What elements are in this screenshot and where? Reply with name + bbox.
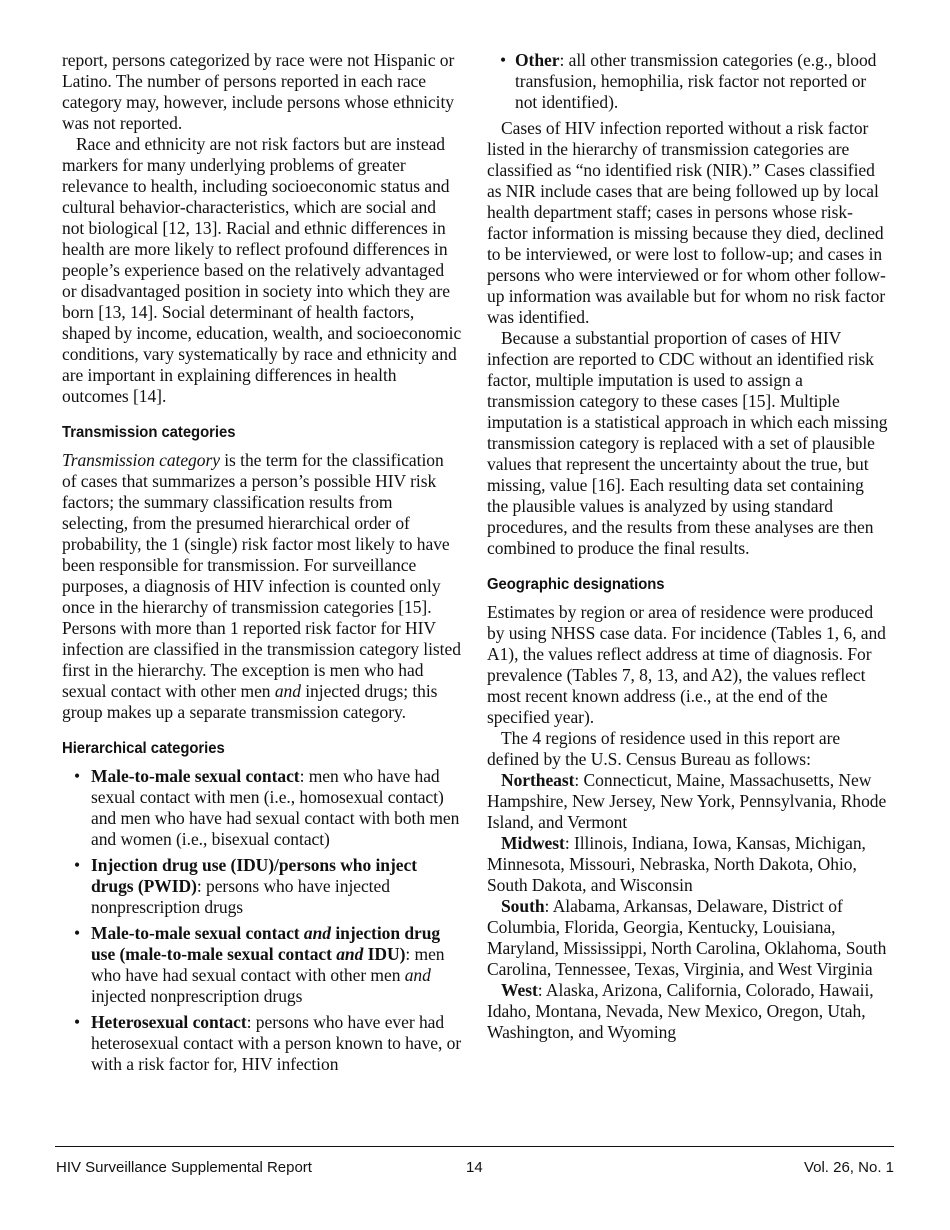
region-west: West: Alaska, Arizona, California, Colorado, Hawaii, Idaho, Montana, Nevada, New Mexico, Oregon, Utah, Washington, and Wyoming [487,980,874,1042]
paragraph-imputation: Because a substantial proportion of cases of HIV infection are reported to CDC without an identified risk factor, multiple imputation is used to assign a transmission category to these cases [15]. Multiple imputation is a statistical approach in which each missing transmission category is replaced with a set of plausible values that represent the uncertainty about the true, but missing, value [16]. Each resulting data set containing the plausible values is analyzed by using standard procedures, and the results from these analyses are then combined to produce the final results. [487,328,888,558]
list-item: • Male-to-male sexual contact: men who have had sexual contact with men (i.e., homosexual contact) and men who have had sexual contact with both men and women (i.e., bisexual contact) [62,766,462,850]
hierarchical-list-continued [487,50,889,113]
heading-hierarchical-categories: Hierarchical categories [62,740,225,757]
list-item: • Other: all other transmission categories (e.g., blood transfusion, hemophilia, risk factor not reported or not identified). [487,50,889,113]
list-item: • Heterosexual contact: persons who have ever had heterosexual contact with a person known to have, or with a risk factor for, HIV infection [62,1012,462,1075]
paragraph-region-estimates: Estimates by region or area of residence were produced by using NHSS case data. For incidence (Tables 1, 6, and A1), the values reflect address at time of diagnosis. For prevalence (Tables 7, 8, 13, and A2), the values reflect most recent known address (i.e., at the end of the specified year). [487,602,886,727]
heading-transmission-categories: Transmission categories [62,424,236,441]
heading-geographic-designations: Geographic designations [487,576,665,593]
paragraph-race-continued: report, persons categorized by race were not Hispanic or Latino. The number of persons reported in each race category may, however, include persons whose ethnicity was not reported. [62,50,455,133]
right-column [487,50,889,1043]
region-northeast: Northeast: Connecticut, Maine, Massachusetts, New Hampshire, New Jersey, New York, Pennsylvania, Rhode Island, and Vermont [487,770,887,832]
footer-report-title: HIV Surveillance Supplemental Report [56,1159,312,1176]
list-item: • Male-to-male sexual contact and injection drug use (male-to-male sexual contact and IDU): men who have had sexual contact with other men and injected nonprescription drugs [62,923,462,1007]
paragraph-nir: Cases of HIV infection reported without a risk factor listed in the hierarchy of transmission categories are classified as “no identified risk (NIR).” Cases classified as NIR include cases that are being followed up by local health department staff; cases in persons whose risk-factor information is missing because they died, declined to be interviewed, or were lost to follow-up; and cases in persons who were interviewed or for whom other follow-up information was available but for whom no risk factor was identified. [487,118,886,327]
footer-volume: Vol. 26, No. 1 [803,1159,894,1176]
term-transmission-category: Transmission category [62,450,220,470]
hierarchical-list [62,766,462,1075]
region-south: South: Alabama, Arkansas, Delaware, District of Columbia, Florida, Georgia, Kentucky, Louisiana, Maryland, Mississippi, North Carolina, Oklahoma, South Carolina, Tennessee, Texas, Virginia, and West Virginia [487,896,887,979]
left-column [62,50,462,1080]
paragraph-race-ethnicity: Race and ethnicity are not risk factors but are instead markers for many underlying problems of greater relevance to health, including socioeconomic status and cultural behavior-characteristics, which are social and not biological [12, 13]. Racial and ethnic differences in health are more likely to reflect profound differences in people’s experience based on the relatively advantaged or disadvantaged position in society into which they are born [13, 14]. Social determinant of health factors, shaped by income, education, wealth, and socioeconomic conditions, vary systematically by race and ethnicity and are important in explaining differences in health outcomes [14]. [62,134,462,406]
region-midwest: Midwest: Illinois, Indiana, Iowa, Kansas, Michigan, Minnesota, Missouri, Nebraska, North Dakota, Ohio, South Dakota, and Wisconsin [487,833,866,895]
paragraph-regions-intro: The 4 regions of residence used in this report are defined by the U.S. Census Bureau as follows: [487,728,841,769]
footer-divider [55,1146,894,1147]
list-item: • Injection drug use (IDU)/persons who inject drugs (PWID): persons who have injected nonprescription drugs [62,855,462,918]
paragraph-transmission-category: Transmission category is the term for the classification of cases that summarizes a person’s possible HIV risk factors; the summary classification results from selecting, from the presumed hierarchical order of probability, the 1 (single) risk factor most likely to have been responsible for transmission. For surveillance purposes, a diagnosis of HIV infection is counted only once in the hierarchy of transmission categories [15]. Persons with more than 1 reported risk factor for HIV infection are classified in the transmission category listed first in the hierarchy. The exception is men who had sexual contact with other men and injected drugs; this group makes up a separate transmission category. [62,450,461,722]
page-number: 14 [466,1159,483,1176]
